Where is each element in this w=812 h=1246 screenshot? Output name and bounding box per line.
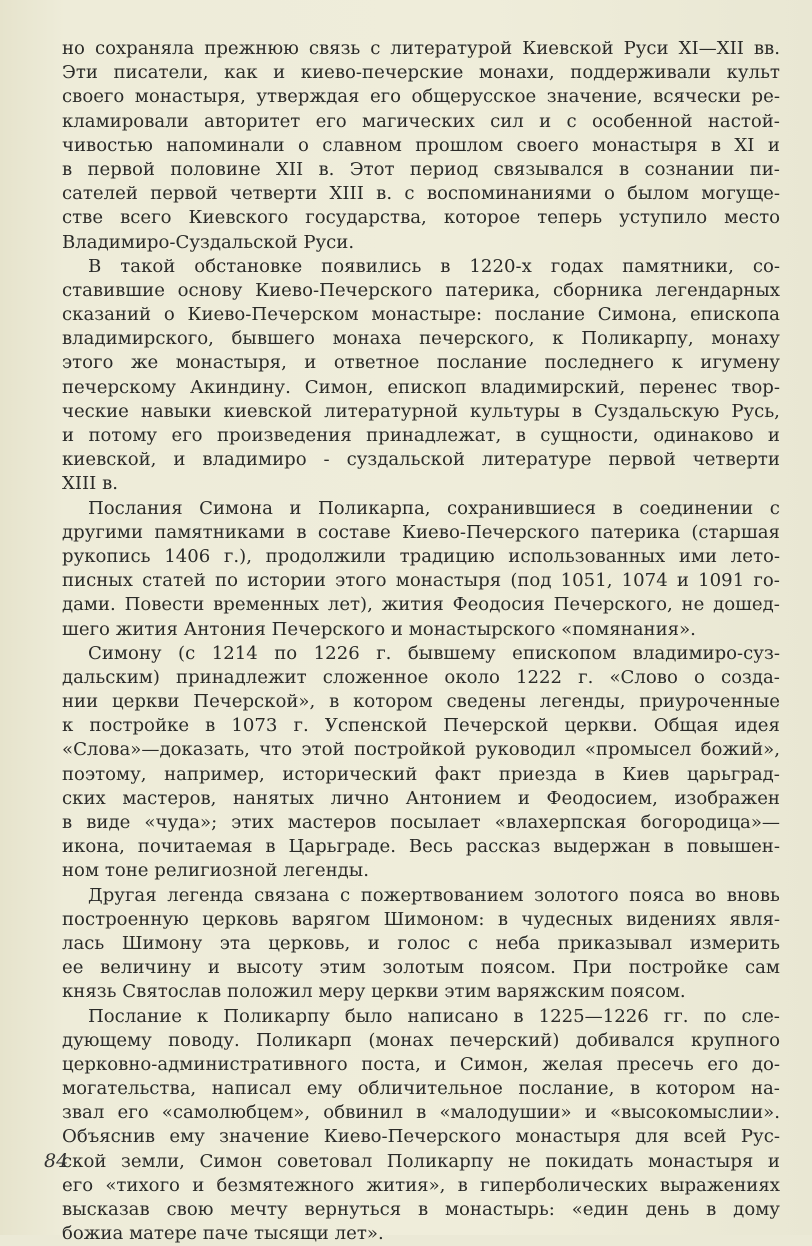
- text-line: лась Шимону эта церковь, и голос с неба приказывал измерить: [62, 932, 780, 956]
- text-line: нии церкви Печерской», в котором сведены легенды, приуроченные: [62, 690, 780, 714]
- text-line: В такой обстановке появились в 1220-х годах памятники, со-: [62, 255, 780, 279]
- text-line: Другая легенда связана с пожертвованием золотого пояса во вновь: [62, 884, 780, 908]
- text-line: но сохраняла прежнюю связь с литературой Киевской Руси XI—XII вв.: [62, 37, 780, 61]
- text-line: ской земли, Симон советовал Поликарпу не покидать монастыря и: [62, 1150, 780, 1174]
- paragraph: [62, 37, 780, 255]
- text-line: стве всего Киевского государства, которое теперь уступило место: [62, 206, 780, 230]
- text-line: звал его «самолюбцем», обвинил в «малодушии» и «высокомыслии».: [62, 1101, 780, 1125]
- text-line: сателей первой четверти XIII в. с воспоминаниями о былом могуще-: [62, 182, 780, 206]
- text-line: дующему поводу. Поликарп (монах печерский) добивался крупного: [62, 1029, 780, 1053]
- text-line: шего жития Антония Печерского и монастырского «помянания».: [62, 618, 780, 642]
- paragraph: [62, 255, 780, 497]
- text-line: князь Святослав положил меру церкви этим варяжским поясом.: [62, 980, 780, 1004]
- text-line: построенную церковь варягом Шимоном: в чудесных видениях явля-: [62, 908, 780, 932]
- text-line: в виде «чуда»; этих мастеров посылает «влахерпская богородица»—: [62, 811, 780, 835]
- text-line: кламировали авторитет его магических сил и с особенной настой-: [62, 110, 780, 134]
- paragraph: [62, 642, 780, 884]
- text-line: XIII в.: [62, 472, 780, 496]
- text-line: этого же монастыря, и ответное послание последнего к игумену: [62, 351, 780, 375]
- text-line: ских мастеров, нанятых лично Антонием и Феодосием, изображен: [62, 787, 780, 811]
- text-line: дальским) принадлежит сложенное около 1222 г. «Слово о созда-: [62, 666, 780, 690]
- text-line: могательства, написал ему обличительное послание, в котором на-: [62, 1077, 780, 1101]
- text-line: «Слова»—доказать, что этой постройкой руководил «промысел божий»,: [62, 738, 780, 762]
- paragraph: [62, 884, 780, 1005]
- text-line: высказав свою мечту вернуться в монастырь: «един день в дому: [62, 1198, 780, 1222]
- text-line: и потому его произведения принадлежат, в сущности, одинаково и: [62, 424, 780, 448]
- text-line: Послания Симона и Поликарпа, сохранившиеся в соединении с: [62, 497, 780, 521]
- text-line: Объяснив ему значение Киево-Печерского монастыря для всей Рус-: [62, 1125, 780, 1149]
- text-line: поэтому, например, исторический факт приезда в Киев царьград-: [62, 763, 780, 787]
- text-line: печерскому Акиндину. Симон, епископ владимирский, перенес твор-: [62, 376, 780, 400]
- text-line: сказаний о Киево-Печерском монастыре: послание Симона, епископа: [62, 303, 780, 327]
- text-line: ном тоне религиозной легенды.: [62, 859, 780, 883]
- text-line: Симону (с 1214 по 1226 г. бывшему епископом владимиро-суз-: [62, 642, 780, 666]
- text-line: писных статей по истории этого монастыря (под 1051, 1074 и 1091 го-: [62, 569, 780, 593]
- text-line: киевской, и владимиро - суздальской литературе первой четверти: [62, 448, 780, 472]
- text-line: к постройке в 1073 г. Успенской Печерской церкви. Общая идея: [62, 714, 780, 738]
- text-line: ставившие основу Киево-Печерского патерика, сборника легендарных: [62, 279, 780, 303]
- text-line: другими памятниками в составе Киево-Печерского патерика (старшая: [62, 521, 780, 545]
- body-text: [62, 37, 780, 1246]
- text-line: рукопись 1406 г.), продолжили традицию использованных ими лето-: [62, 545, 780, 569]
- paragraph: [62, 497, 780, 642]
- text-line: дами. Повести временных лет), жития Феодосия Печерского, не дошед-: [62, 593, 780, 617]
- text-line: икона, почитаемая в Царьграде. Весь рассказ выдержан в повышен-: [62, 835, 780, 859]
- text-line: божиа матере паче тысящи лет».: [62, 1222, 780, 1246]
- page-number: 84: [44, 1150, 68, 1172]
- text-line: владимирского, бывшего монаха печерского, к Поликарпу, монаху: [62, 327, 780, 351]
- text-line: Владимиро-Суздальской Руси.: [62, 231, 780, 255]
- text-line: Эти писатели, как и киево-печерские монахи, поддерживали культ: [62, 61, 780, 85]
- text-line: чивостью напоминали о славном прошлом своего монастыря в XI и: [62, 134, 780, 158]
- text-line: в первой половине XII в. Этот период связывался в сознании пи-: [62, 158, 780, 182]
- text-line: своего монастыря, утверждая его общерусское значение, всячески ре-: [62, 85, 780, 109]
- text-line: ее величину и высоту этим золотым поясом. При постройке сам: [62, 956, 780, 980]
- paragraph: [62, 1005, 780, 1246]
- text-line: Послание к Поликарпу было написано в 1225—1226 гг. по сле-: [62, 1005, 780, 1029]
- text-line: ческие навыки киевской литературной культуры в Суздальскую Русь,: [62, 400, 780, 424]
- text-line: его «тихого и безмятежного жития», в гиперболических выражениях: [62, 1174, 780, 1198]
- text-line: церковно-административного поста, и Симон, желая пресечь его до-: [62, 1053, 780, 1077]
